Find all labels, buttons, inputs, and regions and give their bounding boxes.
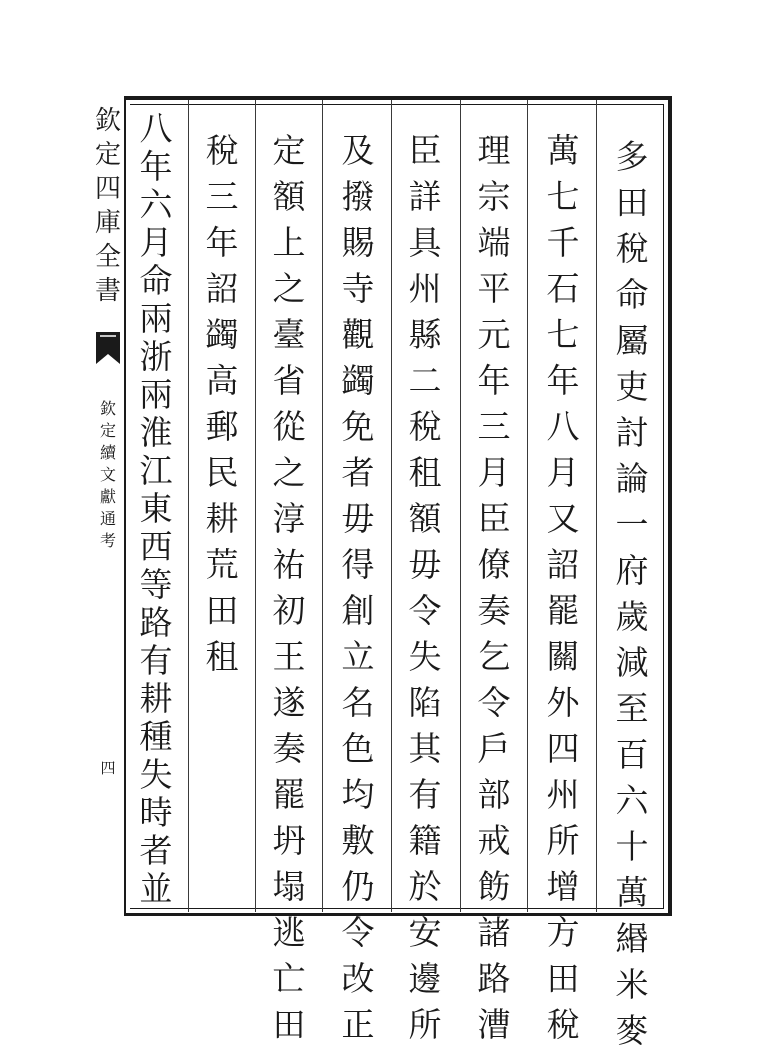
- character: 續: [99, 443, 116, 462]
- character: 僚: [477, 545, 511, 584]
- character: 有: [139, 641, 173, 680]
- column-rule: [322, 100, 323, 912]
- column-rule: [255, 100, 256, 912]
- character: 邊: [408, 959, 442, 998]
- character: 淳: [272, 499, 306, 538]
- character: 罷: [546, 591, 580, 630]
- character: 浙: [139, 337, 173, 376]
- character: 州: [408, 269, 442, 308]
- character: 賜: [341, 223, 375, 262]
- character: 八: [139, 109, 173, 148]
- character: 獻: [99, 487, 116, 506]
- character: 安: [408, 913, 442, 952]
- character: 二: [408, 361, 442, 400]
- character: 考: [99, 531, 116, 550]
- character: 額: [272, 177, 306, 216]
- character: 元: [477, 315, 511, 354]
- spine-work-title: [96, 398, 120, 552]
- character: 三: [477, 407, 511, 446]
- character: 立: [341, 637, 375, 676]
- character: 路: [477, 959, 511, 998]
- character: 觀: [341, 315, 375, 354]
- character: 其: [408, 729, 442, 768]
- character: 府: [615, 551, 649, 590]
- character: 罷: [272, 775, 306, 814]
- character: 並: [139, 869, 173, 908]
- character: 屬: [615, 321, 649, 360]
- character: 又: [546, 499, 580, 538]
- character: 定: [272, 131, 306, 170]
- character: 討: [615, 413, 649, 452]
- character: 月: [139, 223, 173, 262]
- character: 令: [341, 913, 375, 952]
- character: 仍: [341, 867, 375, 906]
- character: 歲: [615, 597, 649, 636]
- column-rule: [596, 100, 597, 912]
- character: 之: [272, 453, 306, 492]
- character: 高: [205, 361, 239, 400]
- character: 具: [408, 223, 442, 262]
- text-column: [600, 134, 664, 1054]
- character: 免: [341, 407, 375, 446]
- character: 臺: [272, 315, 306, 354]
- character: 年: [477, 361, 511, 400]
- character: 奏: [477, 591, 511, 630]
- character: 方: [546, 913, 580, 952]
- text-column: [393, 128, 457, 1048]
- character: 臣: [408, 131, 442, 170]
- character: 王: [272, 637, 306, 676]
- character: 種: [139, 717, 173, 756]
- character: 寺: [341, 269, 375, 308]
- character: 諸: [477, 913, 511, 952]
- character: 田: [546, 959, 580, 998]
- character: 飭: [477, 867, 511, 906]
- character: 增: [546, 867, 580, 906]
- character: 色: [341, 729, 375, 768]
- character: 關: [546, 637, 580, 676]
- character: 六: [615, 781, 649, 820]
- character: 者: [341, 453, 375, 492]
- character: 之: [272, 269, 306, 308]
- fish-tail-mark-icon: [94, 330, 122, 366]
- character: 稅: [615, 229, 649, 268]
- character: 全: [94, 242, 121, 272]
- spine-book-title: [92, 104, 124, 308]
- character: 四: [94, 174, 121, 204]
- character: 陷: [408, 683, 442, 722]
- character: 外: [546, 683, 580, 722]
- character: 撥: [341, 177, 375, 216]
- character: 乞: [477, 637, 511, 676]
- character: 東: [139, 489, 173, 528]
- character: 戒: [477, 821, 511, 860]
- character: 田: [272, 1005, 306, 1044]
- character: 名: [341, 683, 375, 722]
- character: 文: [99, 465, 116, 484]
- character: 兩: [139, 375, 173, 414]
- character: 及: [341, 131, 375, 170]
- character: 米: [615, 965, 649, 1004]
- character: 西: [139, 527, 173, 566]
- character: 失: [139, 755, 173, 794]
- character: 省: [272, 361, 306, 400]
- character: 至: [615, 689, 649, 728]
- character: 千: [546, 223, 580, 262]
- character: 定: [99, 421, 116, 440]
- character: 所: [408, 1005, 442, 1044]
- character: 郵: [205, 407, 239, 446]
- character: 命: [615, 275, 649, 314]
- character: 塌: [272, 867, 306, 906]
- character: 耕: [205, 499, 239, 538]
- character: 租: [205, 637, 239, 676]
- character: 時: [139, 793, 173, 832]
- character: 淮: [139, 413, 173, 452]
- character: 麥: [615, 1011, 649, 1050]
- column-rule: [391, 100, 392, 912]
- character: 減: [615, 643, 649, 682]
- character: 通: [99, 509, 116, 528]
- character: 籍: [408, 821, 442, 860]
- character: 敷: [341, 821, 375, 860]
- character: 戶: [477, 729, 511, 768]
- character: 創: [341, 591, 375, 630]
- column-rule: [188, 100, 189, 912]
- character: 端: [477, 223, 511, 262]
- character: 上: [272, 223, 306, 262]
- character: 六: [139, 185, 173, 224]
- character: 正: [341, 1005, 375, 1044]
- character: 詔: [205, 269, 239, 308]
- character: 蠲: [341, 361, 375, 400]
- character: 額: [408, 499, 442, 538]
- character: 年: [546, 361, 580, 400]
- character: 耕: [139, 679, 173, 718]
- character: 七: [546, 315, 580, 354]
- character: 稅: [546, 1005, 580, 1044]
- text-column: [462, 128, 526, 1048]
- character: 論: [615, 459, 649, 498]
- character: 毋: [408, 545, 442, 584]
- character: 臣: [477, 499, 511, 538]
- character: 均: [341, 775, 375, 814]
- character: 書: [94, 276, 121, 306]
- character: 祐: [272, 545, 306, 584]
- column-rule: [527, 100, 528, 912]
- text-column: [531, 128, 595, 1048]
- character: 定: [94, 140, 121, 170]
- character: 年: [139, 147, 173, 186]
- character: 初: [272, 591, 306, 630]
- character: 逃: [272, 913, 306, 952]
- column-rule: [460, 100, 461, 912]
- character: 江: [139, 451, 173, 490]
- character: 理: [477, 131, 511, 170]
- character: 多: [615, 137, 649, 176]
- character: 稅: [408, 407, 442, 446]
- character: 三: [205, 177, 239, 216]
- character: 路: [139, 603, 173, 642]
- character: 稅: [205, 131, 239, 170]
- character: 租: [408, 453, 442, 492]
- character: 蠲: [205, 315, 239, 354]
- character: 萬: [546, 131, 580, 170]
- character: 毋: [341, 499, 375, 538]
- character: 州: [546, 775, 580, 814]
- character: 等: [139, 565, 173, 604]
- character: 遂: [272, 683, 306, 722]
- character: 失: [408, 637, 442, 676]
- character: 得: [341, 545, 375, 584]
- character: 七: [546, 177, 580, 216]
- character: 令: [477, 683, 511, 722]
- character: 奏: [272, 729, 306, 768]
- character: 田: [205, 591, 239, 630]
- text-column: [326, 128, 390, 1048]
- character: 百: [615, 735, 649, 774]
- character: 命: [139, 261, 173, 300]
- character: 庫: [94, 208, 121, 238]
- character: 兩: [139, 299, 173, 338]
- character: 欽: [94, 106, 121, 136]
- character: 縣: [408, 315, 442, 354]
- character: 萬: [615, 873, 649, 912]
- character: 欽: [99, 399, 116, 418]
- character: 令: [408, 591, 442, 630]
- character: 所: [546, 821, 580, 860]
- character: 坍: [272, 821, 306, 860]
- character: 於: [408, 867, 442, 906]
- character: 四: [546, 729, 580, 768]
- character: 月: [546, 453, 580, 492]
- character: 八: [546, 407, 580, 446]
- character: 改: [341, 959, 375, 998]
- character: 漕: [477, 1005, 511, 1044]
- character: 者: [139, 831, 173, 870]
- character: 從: [272, 407, 306, 446]
- text-column: [257, 128, 321, 1048]
- character: 石: [546, 269, 580, 308]
- character: 緡: [615, 919, 649, 958]
- character: 年: [205, 223, 239, 262]
- character: 田: [615, 183, 649, 222]
- character: 平: [477, 269, 511, 308]
- character: 月: [477, 453, 511, 492]
- character: 詔: [546, 545, 580, 584]
- character: 民: [205, 453, 239, 492]
- character: 十: [615, 827, 649, 866]
- character: 部: [477, 775, 511, 814]
- character: 宗: [477, 177, 511, 216]
- text-column: [190, 128, 254, 680]
- text-column: [124, 110, 188, 908]
- character: 有: [408, 775, 442, 814]
- character: 亡: [272, 959, 306, 998]
- character: 詳: [408, 177, 442, 216]
- character: 一: [615, 505, 649, 544]
- character: 荒: [205, 545, 239, 584]
- leaf-number: 四: [100, 759, 116, 777]
- character: 吏: [615, 367, 649, 406]
